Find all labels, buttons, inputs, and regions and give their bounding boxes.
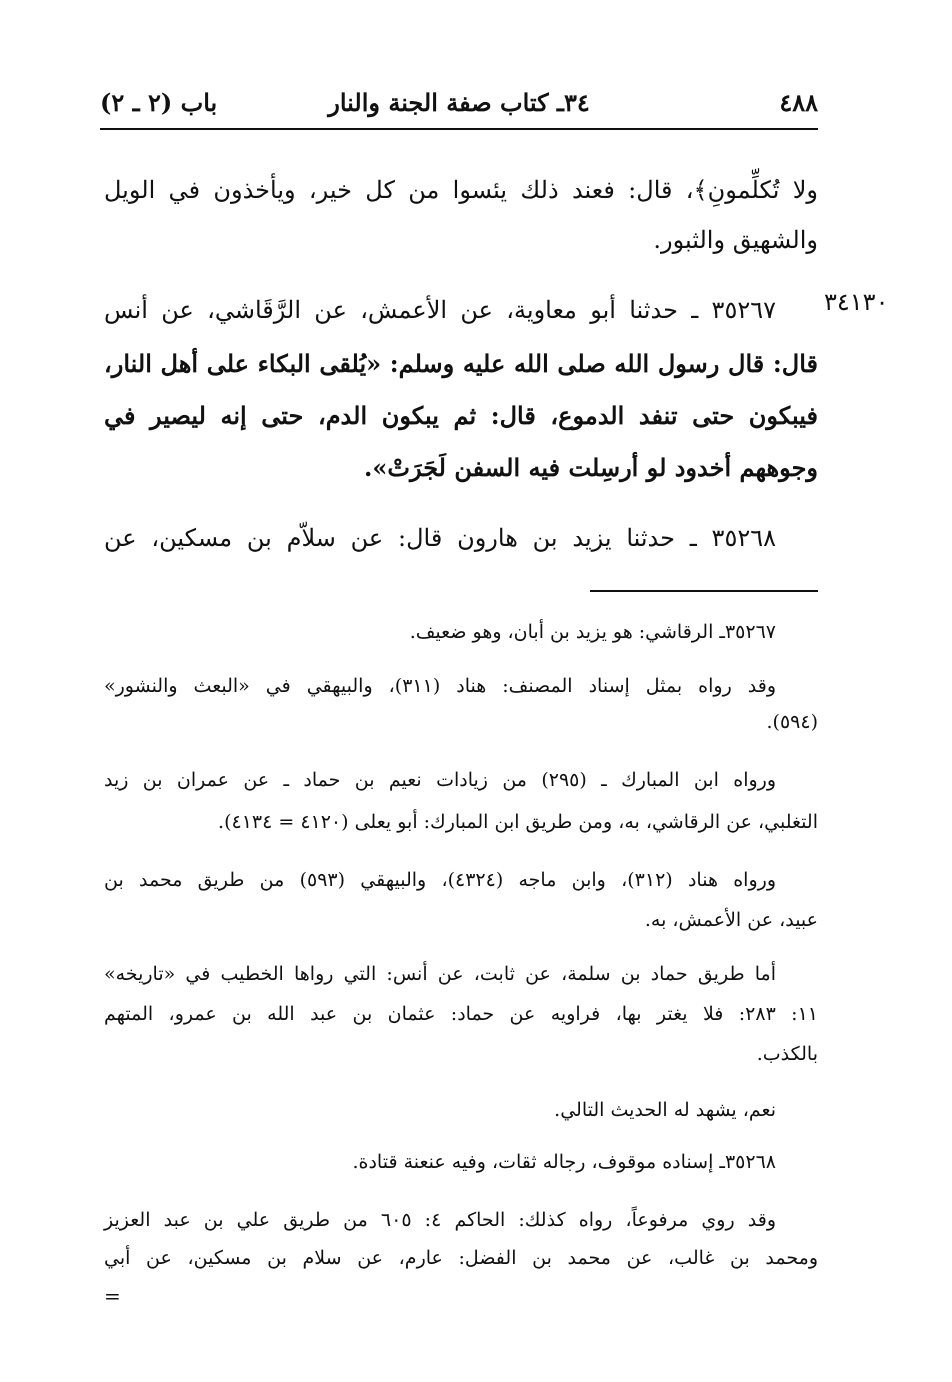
main-text-line: وجوههم أخدود لو أرسِلت فيه السفن لَجَرَتْ».	[364, 453, 818, 482]
footnote-line: ورواه هناد (٣١٢)، وابن ماجه (٤٣٢٤)، والبيهقي (٥٩٣) من طريق محمد بن	[104, 869, 776, 891]
footnote-line: ١١: ٢٨٣: فلا يغتر بها، فراويه عن حماد: عثمان بن عبد الله بن عمرو، المتهم	[104, 1003, 818, 1025]
footnote-line: بالكذب.	[756, 1043, 818, 1065]
footnote-line: ورواه ابن المبارك ـ (٢٩٥) من زيادات نعيم بن حماد ـ عن عمران بن زيد	[104, 769, 776, 791]
book-title: ٣٤ـ كتاب صفة الجنة والنار	[328, 88, 590, 117]
running-header	[100, 82, 818, 126]
footnote-line: ٣٥٢٦٧ـ الرقاشي: هو يزيد بن أبان، وهو ضعيف.	[409, 621, 776, 643]
main-text-line: ٣٥٢٦٧ ـ حدثنا أبو معاوية، عن الأعمش، عن الرَّقَاشي، عن أنس	[104, 296, 776, 324]
chapter-label: باب (٢ ـ ٢)	[100, 88, 218, 117]
footnote-line: وقد روي مرفوعاً، رواه كذلك: الحاكم ٤: ٦٠٥ من طريق علي بن عبد العزيز	[104, 1209, 776, 1231]
header-rule	[100, 128, 818, 130]
main-text-line: قال: قال رسول الله صلى الله عليه وسلم: «يُلقى البكاء على أهل النار،	[104, 349, 818, 378]
main-text-line: فيبكون حتى تنفد الدموع، قال: ثم يبكون الدم، حتى إنه ليصير في	[104, 401, 818, 430]
main-text-line: ولا تُكلِّمونِ﴾، قال: فعند ذلك يئسوا من كل خير، ويأخذون في الويل	[104, 176, 818, 204]
footnote-line: (٥٩٤).	[766, 711, 818, 733]
footnote-line: نعم، يشهد له الحديث التالي.	[554, 1099, 776, 1121]
footnote-separator	[590, 590, 818, 592]
main-text-line: والشهيق والثبور.	[653, 226, 818, 254]
footnote-line: التغلبي، عن الرقاشي، به، ومن طريق ابن المبارك: أبو يعلى (٤١٢٠ = ٤١٣٤).	[218, 811, 818, 833]
footnote-line: ومحمد بن غالب، عن محمد بن الفضل: عارم، عن سلام بن مسكين، عن أبي	[104, 1247, 818, 1269]
main-text-line: ٣٥٢٦٨ ـ حدثنا يزيد بن هارون قال: عن سلاّم بن مسكين، عن	[104, 524, 776, 552]
page-number: ٤٨٨	[779, 88, 818, 117]
footnote-line: أما طريق حماد بن سلمة، عن ثابت، عن أنس: التي رواها الخطيب في «تاريخه»	[104, 963, 776, 985]
footnote-line: عبيد، عن الأعمش، به.	[644, 909, 818, 931]
margin-cross-reference: ٣٤١٣٠	[824, 288, 889, 316]
continuation-mark: =	[104, 1284, 121, 1308]
footnote-line: وقد رواه بمثل إسناد المصنف: هناد (٣١١)، والبيهقي في «البعث والنشور»	[104, 675, 776, 697]
footnote-line: ٣٥٢٦٨ـ إسناده موقوف، رجاله ثقات، وفيه عنعنة قتادة.	[352, 1151, 776, 1173]
